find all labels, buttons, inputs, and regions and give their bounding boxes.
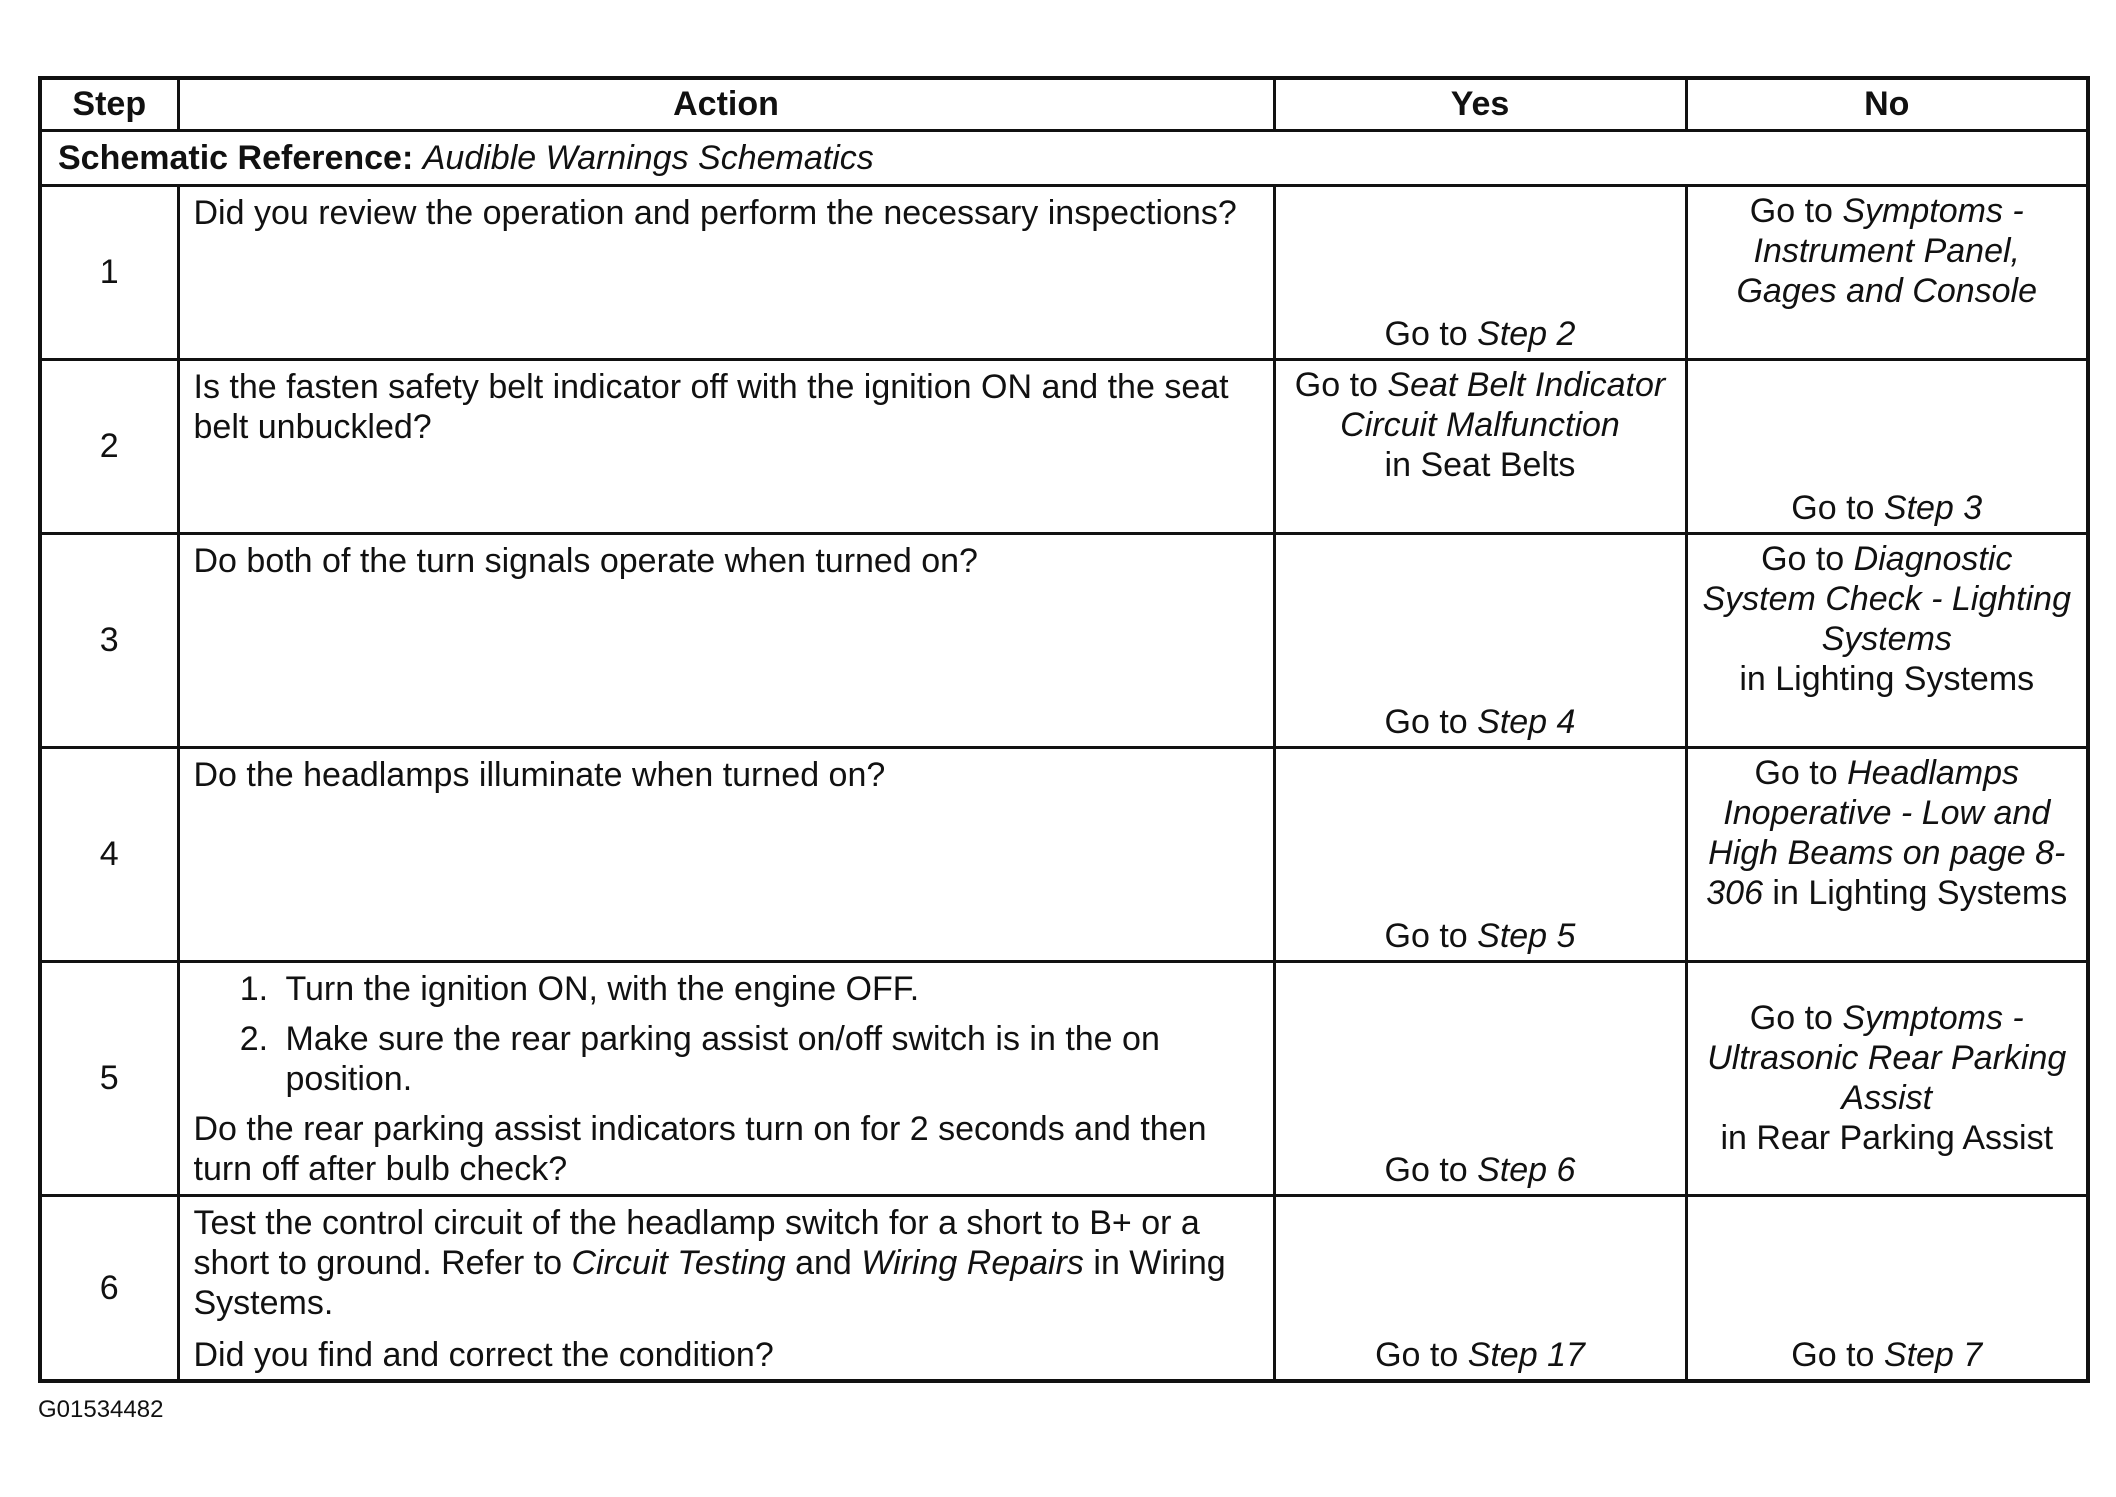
schematic-reference-link[interactable]: Audible Warnings Schematics (422, 138, 874, 177)
header-yes: Yes (1274, 78, 1686, 130)
yes-result (1274, 359, 1686, 533)
action-text-part: Test the control circuit of the headlamp switch for a short to B+ or a short to ground. Refer to (193, 1203, 1200, 1282)
action-text: Is the fasten safety belt indicator off with the ignition ON and the seat belt unbuckled? (178, 359, 1274, 533)
yes-prefix: Go to (1294, 365, 1388, 404)
step-number: 1 (40, 185, 178, 359)
no-prefix: Go to (1749, 191, 1843, 230)
yes-suffix: in Seat Belts (1384, 445, 1576, 484)
schematic-reference (40, 130, 2088, 185)
action-text-part: and (785, 1243, 862, 1282)
action-text: Do the headlamps illuminate when turned on? (178, 747, 1274, 961)
step-number: 4 (40, 747, 178, 961)
yes-result (1274, 747, 1686, 961)
yes-prefix: Go to (1384, 314, 1478, 353)
no-link[interactable]: Step 7 (1883, 1335, 1983, 1374)
step-number: 5 (40, 961, 178, 1195)
yes-result (1274, 961, 1686, 1195)
no-prefix: Go to (1761, 539, 1854, 578)
no-prefix: Go to (1749, 999, 1843, 1037)
table-row (40, 359, 2088, 533)
no-link[interactable]: Step 3 (1883, 488, 1983, 527)
yes-link[interactable]: Step 4 (1477, 702, 1576, 741)
step-number: 2 (40, 359, 178, 533)
no-result (1686, 533, 2088, 747)
yes-prefix: Go to (1384, 1150, 1478, 1189)
schematic-reference-row (40, 130, 2088, 185)
no-link[interactable]: Diagnostic System Check - Lighting Systems (1702, 539, 2071, 658)
no-result (1686, 359, 2088, 533)
action-text: Did you review the operation and perform the necessary inspections? (178, 185, 1274, 359)
header-action: Action (178, 78, 1274, 130)
action-question: Did you find and correct the condition? (193, 1335, 774, 1374)
yes-result (1274, 533, 1686, 747)
no-suffix: in Rear Parking Assist (1720, 1119, 2054, 1157)
list-item: 1. Turn the ignition ON, with the engine OFF. (278, 969, 1259, 1009)
no-result (1686, 747, 2088, 961)
no-result (1686, 961, 2088, 1195)
table-row (40, 533, 2088, 747)
diagnostic-table (38, 76, 2090, 1383)
circuit-testing-link[interactable]: Circuit Testing (571, 1243, 786, 1282)
yes-prefix: Go to (1384, 702, 1478, 741)
header-step: Step (40, 78, 178, 130)
yes-link[interactable]: Step 6 (1477, 1150, 1576, 1189)
yes-link[interactable]: Seat Belt Indicator Circuit Malfunction (1340, 365, 1666, 444)
yes-result (1274, 185, 1686, 359)
no-suffix: in Lighting Systems (1739, 659, 2035, 698)
action-text (178, 1195, 1274, 1381)
no-link[interactable]: Symptoms - Ultrasonic Rear Parking Assist (1707, 999, 2067, 1117)
yes-prefix: Go to (1375, 1335, 1468, 1374)
no-prefix: Go to (1754, 753, 1848, 792)
no-link[interactable]: Headlamps Inoperative - Low and High Beams on page 8-306 (1706, 753, 2066, 912)
yes-result (1274, 1195, 1686, 1381)
action-text-part: in Wiring Systems. (193, 1243, 1226, 1322)
yes-link[interactable]: Step 2 (1477, 314, 1576, 353)
no-result (1686, 1195, 2088, 1381)
table-row (40, 1195, 2088, 1381)
table-row (40, 185, 2088, 359)
action-text (178, 961, 1274, 1195)
schematic-reference-label: Schematic Reference: (58, 138, 414, 177)
list-item: 2. Make sure the rear parking assist on/off switch is in the on position. (278, 1019, 1259, 1099)
action-paragraph (194, 1203, 1259, 1323)
header-row (40, 78, 2088, 130)
wiring-repairs-link[interactable]: Wiring Repairs (861, 1243, 1084, 1282)
yes-link[interactable]: Step 17 (1467, 1335, 1585, 1374)
action-question: Do the rear parking assist indicators turn on for 2 seconds and then turn off after bulb check? (193, 1109, 1207, 1188)
figure-id: G01534482 (38, 1396, 164, 1423)
no-prefix: Go to (1791, 1335, 1884, 1374)
no-suffix: in Lighting Systems (1762, 873, 2068, 912)
no-link[interactable]: Symptoms - Instrument Panel, Gages and Console (1736, 191, 2038, 310)
action-steps-list (194, 969, 1259, 1099)
yes-prefix: Go to (1384, 916, 1478, 955)
table-row (40, 747, 2088, 961)
action-text: Do both of the turn signals operate when turned on? (178, 533, 1274, 747)
step-number: 6 (40, 1195, 178, 1381)
step-number: 3 (40, 533, 178, 747)
no-prefix: Go to (1791, 488, 1884, 527)
header-no: No (1686, 78, 2088, 130)
yes-link[interactable]: Step 5 (1477, 916, 1576, 955)
table-row (40, 961, 2088, 1195)
no-result (1686, 185, 2088, 359)
